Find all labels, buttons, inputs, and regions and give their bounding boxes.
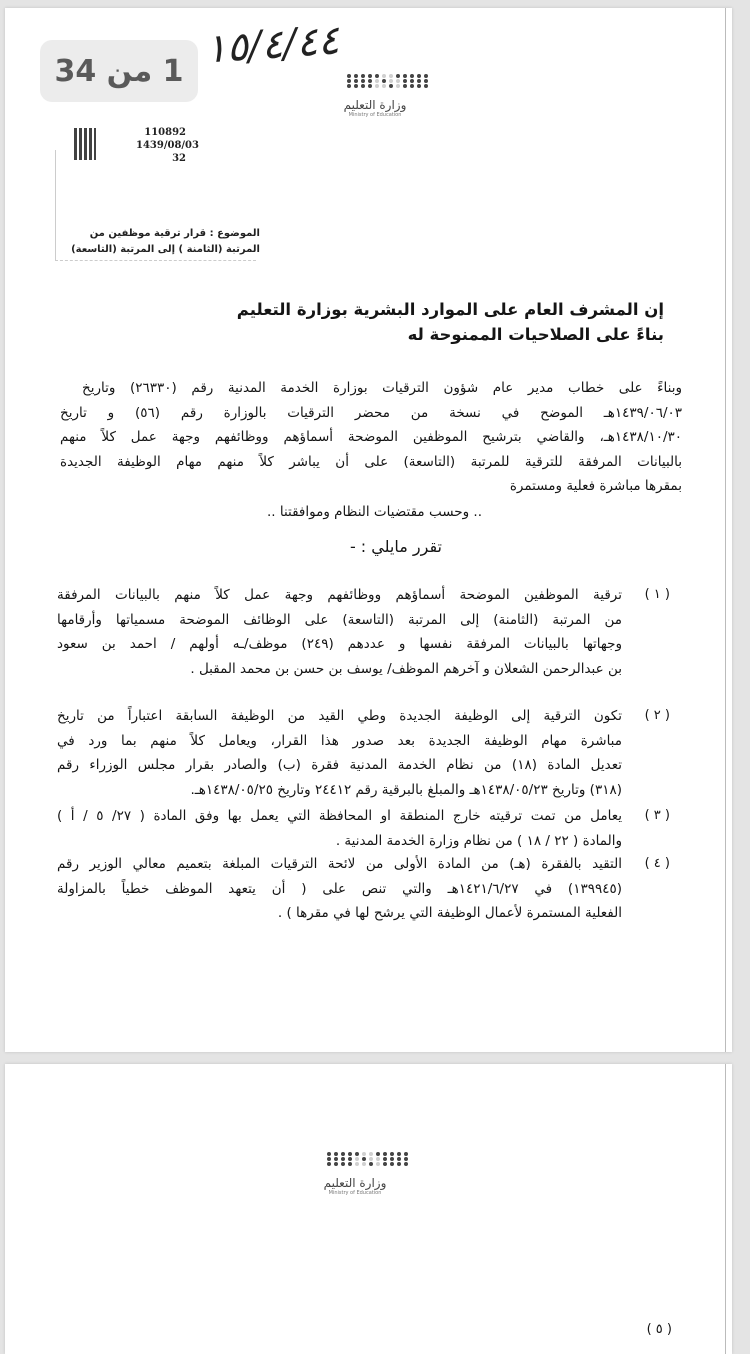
logo-dot [355, 1157, 359, 1161]
logo-dot [397, 1162, 401, 1166]
item-line: من المرتبة (الثامنة) إلى المرتبة (التاسعة) على الوظائف الموضحة مسمياتها وأرقامها [57, 611, 622, 628]
logo-dot [354, 84, 358, 88]
logo-dot [404, 1152, 408, 1156]
logo-dot [410, 84, 414, 88]
logo-dot [376, 1157, 380, 1161]
page-edge [725, 1064, 726, 1354]
logo-dot [348, 1157, 352, 1161]
logo-dot [403, 84, 407, 88]
logo-dot [368, 74, 372, 78]
logo-dot [348, 1152, 352, 1156]
logo-dot [369, 1152, 373, 1156]
ministry-logo [325, 74, 425, 118]
logo-dot [375, 74, 379, 78]
item-number: ( ٤ ) [644, 856, 670, 871]
heading-line: إن المشرف العام على الموارد البشرية بوزارة التعليم [236, 300, 664, 319]
logo-dot [382, 84, 386, 88]
logo-dot [417, 74, 421, 78]
logo-english: Ministry of Education [328, 1190, 382, 1196]
item-line: وجهاتها بالبيانات المرفقة نفسها و عددهم (٢٤٩) موظف/ـه أولهم / احمد بن سعود [57, 636, 622, 652]
logo-dot [375, 84, 379, 88]
logo-dot [396, 74, 400, 78]
document-page-2[interactable] [5, 1064, 732, 1354]
logo-dot [396, 84, 400, 88]
logo-dot [355, 1162, 359, 1166]
logo-dot [362, 1157, 366, 1161]
item-line: الفعلية المستمرة لأعمال الوظيفة التي يرشح لها في مقرها ) . [277, 905, 622, 921]
logo-dot [410, 79, 414, 83]
logo-dots-icon [327, 1152, 405, 1166]
item-line: التقيد بالفقرة (هـ) من المادة الأولى من لائحة الترقيات المبلغة بتعميم معالي الوزير رقم [57, 856, 622, 872]
subject-line: الموضوع : قرار ترقية موظفين من [89, 228, 260, 239]
logo-english: Ministry of Education [348, 112, 402, 118]
item-line: يعامل من تمت ترقيته خارج المنطقة او المحافظة التي يعمل بها وفق المادة ( ٢٧/ ٥ / أ ) [57, 808, 622, 824]
preamble-line: بالبيانات المرفقة للترقية للمرتبة (التاسعة) على أن يباشر كلاً منهم مهام الوظيفة الجديدة [60, 453, 682, 470]
item-number: ( ٥ ) [646, 1322, 672, 1337]
reference-number: 110892 [144, 127, 186, 138]
preamble-line: بمقرها مباشرة فعلية ومستمرة [509, 478, 682, 494]
item-line: بن عبدالرحمن الشعلان و آخرهم الموظف/ يوسف بن حسن بن محمد المقبل . [190, 660, 622, 677]
logo-dot [327, 1152, 331, 1156]
logo-dot [410, 74, 414, 78]
logo-dot [383, 1162, 387, 1166]
logo-dot [389, 74, 393, 78]
logo-dot [334, 1162, 338, 1166]
logo-dot [368, 79, 372, 83]
logo-dot [424, 84, 428, 88]
preamble-line: وبناءً على خطاب مدير عام شؤون الترقيات بوزارة الخدمة المدنية رقم (٢٦٣٣٠) وتاريخ [82, 380, 682, 396]
document-page-1[interactable] [5, 8, 732, 1052]
preamble-line: ١٤٣٨/١٠/٣٠هـ، والقاضي بترشيح الموظفين الموضحة أسماؤهم ووظائفهم وجهة عمل كلاً منهم [60, 429, 682, 445]
logo-arabic: وزارة التعليم [323, 1176, 387, 1190]
item-number: ( ٢ ) [644, 708, 670, 723]
item-line: (٣١٨) وتاريخ ١٤٣٨/٠٥/٢٣هـ والمبلغ بالبرقية رقم ٢٤٤١٢ وتاريخ ١٤٣٨/٠٥/٢٥هـ. [190, 781, 622, 798]
subject-line: المرتبة (الثامنة ) إلى المرتبة (التاسعة) [71, 244, 260, 255]
logo-arabic: وزارة التعليم [343, 98, 407, 112]
logo-dot [327, 1162, 331, 1166]
logo-dot [382, 79, 386, 83]
logo-dot [327, 1157, 331, 1161]
logo-dot [347, 79, 351, 83]
logo-dot [404, 1162, 408, 1166]
page-edge [725, 8, 726, 1052]
item-number: ( ١ ) [644, 587, 670, 602]
logo-dot [397, 1157, 401, 1161]
logo-dot [341, 1157, 345, 1161]
logo-dot [390, 1152, 394, 1156]
closing-line: .. وحسب مقتضيات النظام وموافقتنا .. [266, 504, 482, 520]
logo-dot [369, 1162, 373, 1166]
item-line: (١٣٩٩٤٥) في ١٤٢١/٦/٢٧هـ والتي تنص على ( أن يتعهد الموظف خطياً بالمزاولة [57, 880, 622, 897]
item-line: ترقية الموظفين الموضحة أسماؤهم ووظائفهم وجهة عمل كلاً منهم بالبيانات المرفقة [57, 587, 622, 603]
logo-dot [347, 74, 351, 78]
logo-dot [383, 1152, 387, 1156]
logo-dot [390, 1157, 394, 1161]
subject [65, 226, 260, 258]
item-line: تعديل المادة (١٨) من نظام الخدمة المدنية فقرة (ب) والصادر بقرار مجلس الوزراء رقم [57, 757, 622, 773]
logo-dot [424, 74, 428, 78]
logo-dot [334, 1157, 338, 1161]
logo-dot [368, 84, 372, 88]
logo-dot [354, 79, 358, 83]
reference-block [136, 126, 199, 165]
logo-dot [397, 1152, 401, 1156]
logo-dot [376, 1162, 380, 1166]
logo-dot [396, 79, 400, 83]
item-line: مباشرة مهام الوظيفة الجديدة بعد صدور هذا القرار، ويعامل كلاً منهم بما ورد في [57, 732, 622, 749]
logo-dot [362, 1162, 366, 1166]
logo-dot [347, 84, 351, 88]
logo-dot [375, 79, 379, 83]
item-number: ( ٣ ) [644, 808, 670, 823]
logo-dot [334, 1152, 338, 1156]
logo-dot [361, 84, 365, 88]
logo-dot [361, 74, 365, 78]
logo-dot [361, 79, 365, 83]
logo-dot [382, 74, 386, 78]
logo-dot [341, 1152, 345, 1156]
logo-dot [383, 1157, 387, 1161]
handwritten-date: ١٥/٤/٤٤ [203, 17, 341, 73]
logo-dot [341, 1162, 345, 1166]
qr-code-icon [74, 128, 96, 160]
logo-dot [403, 74, 407, 78]
page-indicator: 1 من 34 [40, 40, 198, 102]
logo-dot [369, 1157, 373, 1161]
logo-dot [424, 79, 428, 83]
item-line: والمادة ( ٢٢ / ١٨ ) من نظام وزارة الخدمة المدنية . [335, 832, 622, 849]
logo-dot [354, 74, 358, 78]
logo-dot [389, 79, 393, 83]
item-line: تكون الترقية إلى الوظيفة الجديدة وطي القيد من الوظيفة السابقة اعتباراً من تاريخ [57, 708, 622, 724]
heading-line: بناءً على الصلاحيات الممنوحة له [407, 325, 664, 344]
logo-dot [389, 84, 393, 88]
logo-dot [355, 1152, 359, 1156]
logo-dot [404, 1157, 408, 1161]
logo-dots-icon [347, 74, 425, 88]
preamble-line: ١٤٣٩/٠٦/٠٣هـ الموضح في نسخة من محضر الترقيات بالوزارة رقم (٥٦) و تاريخ [60, 404, 682, 421]
reference-date: 1439/08/03 [136, 140, 199, 151]
logo-dot [376, 1152, 380, 1156]
reference-attachments: 32 [172, 153, 186, 164]
logo-dot [417, 84, 421, 88]
logo-dot [348, 1162, 352, 1166]
decision-title: تقرر مايلي : - [349, 537, 442, 556]
logo-dot [403, 79, 407, 83]
logo-dot [362, 1152, 366, 1156]
logo-dot [417, 79, 421, 83]
logo-dot [390, 1162, 394, 1166]
ministry-logo [305, 1152, 405, 1196]
